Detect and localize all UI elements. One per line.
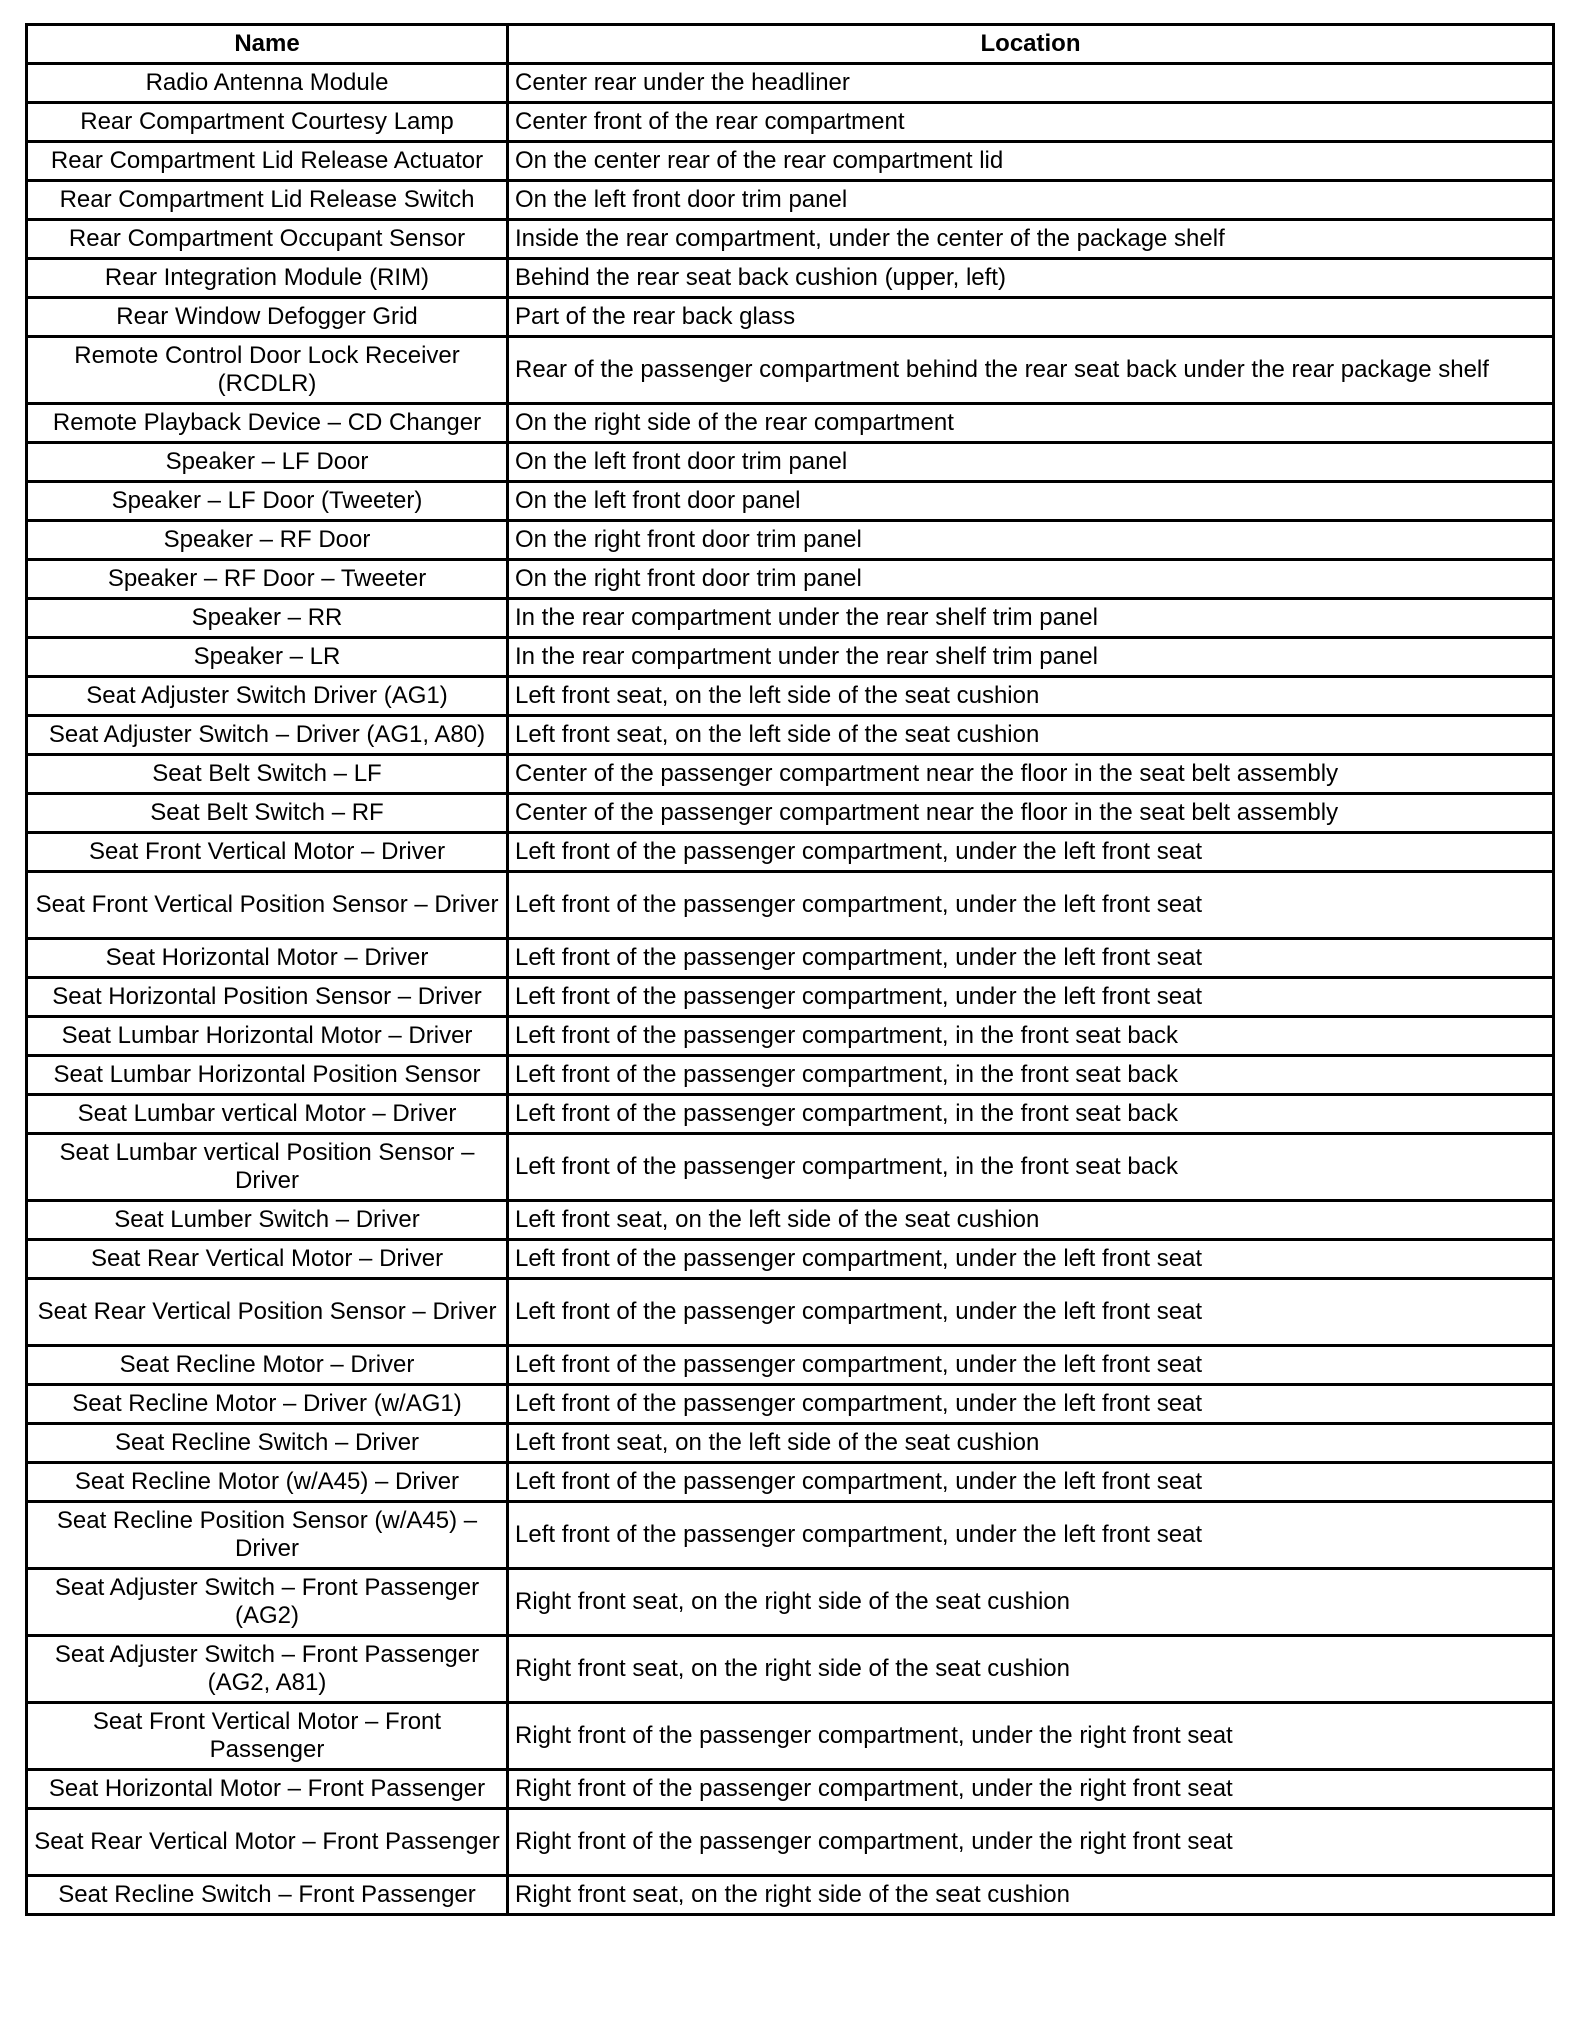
table-row xyxy=(27,259,1554,298)
component-location-table xyxy=(25,23,1555,1916)
component-name: Rear Integration Module (RIM) xyxy=(27,259,508,298)
component-location: Left front of the passenger compartment, under the left front seat xyxy=(508,1279,1554,1346)
component-location: Left front of the passenger compartment, under the left front seat xyxy=(508,939,1554,978)
table-row xyxy=(27,638,1554,677)
table-row xyxy=(27,560,1554,599)
component-name: Seat Recline Motor – Driver (w/AG1) xyxy=(27,1385,508,1424)
component-location: Left front seat, on the left side of the seat cushion xyxy=(508,677,1554,716)
component-name: Speaker – RF Door xyxy=(27,521,508,560)
component-name: Speaker – LF Door (Tweeter) xyxy=(27,482,508,521)
component-name: Seat Adjuster Switch Driver (AG1) xyxy=(27,677,508,716)
component-location: Right front of the passenger compartment, under the right front seat xyxy=(508,1809,1554,1876)
table-row xyxy=(27,1201,1554,1240)
component-name: Seat Rear Vertical Motor – Front Passenger xyxy=(27,1809,508,1876)
component-name: Seat Rear Vertical Motor – Driver xyxy=(27,1240,508,1279)
component-location: Right front of the passenger compartment, under the right front seat xyxy=(508,1703,1554,1770)
table-row xyxy=(27,103,1554,142)
table-row xyxy=(27,1876,1554,1915)
table-row xyxy=(27,1809,1554,1876)
table-row xyxy=(27,872,1554,939)
table-row xyxy=(27,599,1554,638)
table-row xyxy=(27,755,1554,794)
table-row xyxy=(27,1240,1554,1279)
component-name: Seat Recline Switch – Front Passenger xyxy=(27,1876,508,1915)
name-column-header: Name xyxy=(27,25,508,64)
table-row xyxy=(27,1424,1554,1463)
component-location: Left front of the passenger compartment, under the left front seat xyxy=(508,978,1554,1017)
table-row xyxy=(27,1346,1554,1385)
component-name: Seat Adjuster Switch – Front Passenger (AG2, A81) xyxy=(27,1636,508,1703)
component-name: Seat Lumbar vertical Position Sensor – Driver xyxy=(27,1134,508,1201)
component-name: Seat Lumber Switch – Driver xyxy=(27,1201,508,1240)
component-name: Seat Horizontal Motor – Driver xyxy=(27,939,508,978)
component-location: Left front of the passenger compartment, under the left front seat xyxy=(508,872,1554,939)
table-row xyxy=(27,1095,1554,1134)
component-name: Seat Front Vertical Position Sensor – Driver xyxy=(27,872,508,939)
table-row xyxy=(27,220,1554,259)
component-name: Seat Rear Vertical Position Sensor – Driver xyxy=(27,1279,508,1346)
component-name: Seat Adjuster Switch – Driver (AG1, A80) xyxy=(27,716,508,755)
location-column-header: Location xyxy=(508,25,1554,64)
component-name: Seat Front Vertical Motor – Front Passenger xyxy=(27,1703,508,1770)
table-row xyxy=(27,443,1554,482)
component-location: Center front of the rear compartment xyxy=(508,103,1554,142)
component-location: Part of the rear back glass xyxy=(508,298,1554,337)
component-name: Seat Horizontal Motor – Front Passenger xyxy=(27,1770,508,1809)
table-row xyxy=(27,1636,1554,1703)
component-name: Seat Belt Switch – RF xyxy=(27,794,508,833)
component-name: Seat Belt Switch – LF xyxy=(27,755,508,794)
component-location: On the right side of the rear compartment xyxy=(508,404,1554,443)
component-location: Left front seat, on the left side of the seat cushion xyxy=(508,716,1554,755)
component-location: On the left front door panel xyxy=(508,482,1554,521)
component-location: Left front of the passenger compartment, under the left front seat xyxy=(508,1502,1554,1569)
table-row xyxy=(27,404,1554,443)
table-row xyxy=(27,1569,1554,1636)
component-location: Left front of the passenger compartment, under the left front seat xyxy=(508,1346,1554,1385)
component-location: Center of the passenger compartment near the floor in the seat belt assembly xyxy=(508,755,1554,794)
component-name: Seat Front Vertical Motor – Driver xyxy=(27,833,508,872)
component-location: Left front seat, on the left side of the seat cushion xyxy=(508,1201,1554,1240)
component-location: Left front of the passenger compartment, in the front seat back xyxy=(508,1056,1554,1095)
component-location: Left front seat, on the left side of the seat cushion xyxy=(508,1424,1554,1463)
table-row xyxy=(27,1279,1554,1346)
table-row xyxy=(27,1056,1554,1095)
component-location: Left front of the passenger compartment, in the front seat back xyxy=(508,1095,1554,1134)
component-location: Left front of the passenger compartment, under the left front seat xyxy=(508,833,1554,872)
component-name: Speaker – LR xyxy=(27,638,508,677)
component-location: On the right front door trim panel xyxy=(508,521,1554,560)
component-location: Right front seat, on the right side of the seat cushion xyxy=(508,1569,1554,1636)
table-row xyxy=(27,1502,1554,1569)
table-row xyxy=(27,1134,1554,1201)
component-location: Left front of the passenger compartment, in the front seat back xyxy=(508,1017,1554,1056)
table-row xyxy=(27,1703,1554,1770)
component-location: Left front of the passenger compartment, under the left front seat xyxy=(508,1385,1554,1424)
component-name: Seat Adjuster Switch – Front Passenger (AG2) xyxy=(27,1569,508,1636)
component-name: Rear Compartment Courtesy Lamp xyxy=(27,103,508,142)
component-location: In the rear compartment under the rear shelf trim panel xyxy=(508,599,1554,638)
component-location: On the right front door trim panel xyxy=(508,560,1554,599)
table-row xyxy=(27,1017,1554,1056)
header-row xyxy=(27,25,1554,64)
component-name: Rear Compartment Lid Release Actuator xyxy=(27,142,508,181)
component-name: Seat Lumbar vertical Motor – Driver xyxy=(27,1095,508,1134)
component-name: Rear Compartment Lid Release Switch xyxy=(27,181,508,220)
component-location: On the center rear of the rear compartment lid xyxy=(508,142,1554,181)
table-row xyxy=(27,337,1554,404)
component-name: Seat Recline Position Sensor (w/A45) – Driver xyxy=(27,1502,508,1569)
table-row xyxy=(27,833,1554,872)
table-row xyxy=(27,939,1554,978)
component-name: Radio Antenna Module xyxy=(27,64,508,103)
component-name: Seat Recline Switch – Driver xyxy=(27,1424,508,1463)
component-location: Right front seat, on the right side of the seat cushion xyxy=(508,1636,1554,1703)
table-row xyxy=(27,677,1554,716)
component-name: Seat Recline Motor (w/A45) – Driver xyxy=(27,1463,508,1502)
component-location: In the rear compartment under the rear shelf trim panel xyxy=(508,638,1554,677)
table-row xyxy=(27,978,1554,1017)
component-name: Rear Window Defogger Grid xyxy=(27,298,508,337)
table-row xyxy=(27,181,1554,220)
component-name: Speaker – RF Door – Tweeter xyxy=(27,560,508,599)
component-location: Inside the rear compartment, under the center of the package shelf xyxy=(508,220,1554,259)
table-row xyxy=(27,64,1554,103)
component-location: On the left front door trim panel xyxy=(508,443,1554,482)
component-name: Seat Horizontal Position Sensor – Driver xyxy=(27,978,508,1017)
table-body xyxy=(27,64,1554,1915)
component-location: On the left front door trim panel xyxy=(508,181,1554,220)
component-name: Speaker – RR xyxy=(27,599,508,638)
component-name: Rear Compartment Occupant Sensor xyxy=(27,220,508,259)
component-location: Right front of the passenger compartment, under the right front seat xyxy=(508,1770,1554,1809)
component-name: Seat Lumbar Horizontal Motor – Driver xyxy=(27,1017,508,1056)
component-name: Seat Recline Motor – Driver xyxy=(27,1346,508,1385)
component-name: Remote Control Door Lock Receiver (RCDLR) xyxy=(27,337,508,404)
component-location: Center of the passenger compartment near the floor in the seat belt assembly xyxy=(508,794,1554,833)
table-row xyxy=(27,1770,1554,1809)
table-row xyxy=(27,1463,1554,1502)
table-row xyxy=(27,794,1554,833)
component-location: Left front of the passenger compartment, in the front seat back xyxy=(508,1134,1554,1201)
table-row xyxy=(27,521,1554,560)
component-location: Rear of the passenger compartment behind the rear seat back under the rear package shelf xyxy=(508,337,1554,404)
table-row xyxy=(27,1385,1554,1424)
table-row xyxy=(27,482,1554,521)
component-location: Behind the rear seat back cushion (upper, left) xyxy=(508,259,1554,298)
component-name: Remote Playback Device – CD Changer xyxy=(27,404,508,443)
component-location: Right front seat, on the right side of the seat cushion xyxy=(508,1876,1554,1915)
component-location: Left front of the passenger compartment, under the left front seat xyxy=(508,1240,1554,1279)
table-row xyxy=(27,298,1554,337)
table-row xyxy=(27,142,1554,181)
component-name: Seat Lumbar Horizontal Position Sensor xyxy=(27,1056,508,1095)
component-name: Speaker – LF Door xyxy=(27,443,508,482)
component-location: Center rear under the headliner xyxy=(508,64,1554,103)
component-location: Left front of the passenger compartment, under the left front seat xyxy=(508,1463,1554,1502)
table-row xyxy=(27,716,1554,755)
